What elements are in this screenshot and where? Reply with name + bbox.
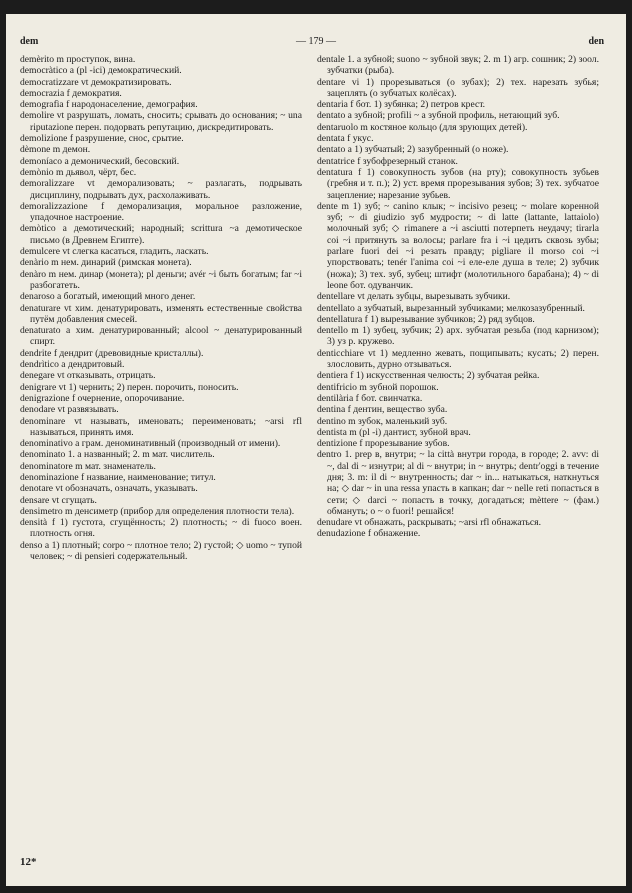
dictionary-entry: demolire vt разрушать, ломать, сносить; срывать до основания; ~ una riputazione перен. подорвать репутацию, дискредитировать. bbox=[20, 110, 302, 133]
dictionary-page bbox=[6, 14, 626, 886]
dictionary-entry: denigrazione f очернение, опорочивание. bbox=[20, 392, 185, 404]
dictionary-entry: dentato a зубной; profili ~ a зубной профиль, нетающий зуб. bbox=[317, 110, 560, 122]
dictionary-entry: democrazia f демократия. bbox=[20, 87, 122, 99]
dictionary-entry: dentilària f бот. свинчатка. bbox=[317, 392, 423, 404]
dictionary-entry: dentaruolo m костяное кольцо (для зрующих детей). bbox=[317, 121, 528, 133]
dictionary-entry: denodare vt развязывать. bbox=[20, 404, 119, 416]
dictionary-entry: denominatore m мат. знаменатель. bbox=[20, 460, 156, 472]
right-running-headword: den bbox=[588, 36, 604, 47]
dictionary-entry: demèrito m проступок, вина. bbox=[20, 54, 136, 65]
dictionary-entry: demografìa f народонаселение, демография. bbox=[20, 99, 198, 111]
dictionary-entry: dentiera f 1) искусственная челюсть; 2) зубчатая рейка. bbox=[317, 370, 540, 382]
dictionary-entry: democratizzare vt демократизировать. bbox=[20, 76, 172, 88]
dictionary-entry: dentato a 1) зубчатый; 2) зазубренный (о ноже). bbox=[317, 144, 509, 156]
dictionary-entry: demònio m дьявол, чёрт, бес. bbox=[20, 166, 137, 178]
dictionary-entry: dentina f дентин, вещество зуба. bbox=[317, 404, 448, 416]
left-column bbox=[20, 54, 302, 562]
dictionary-entry: denegare vt отказывать, отрицать. bbox=[20, 370, 156, 382]
dictionary-entry: democràtico a (pl -ici) демократический. bbox=[20, 65, 182, 77]
dictionary-entry: dendrìtico a дендритовый. bbox=[20, 359, 125, 371]
dictionary-entry: denticchiare vt 1) медленно жевать, пощипывать; кусать; 2) перен. злословить, дурно отзываться. bbox=[317, 347, 599, 371]
dictionary-entry: dendrite f дендрит (древовидные кристаллы). bbox=[20, 347, 204, 359]
dictionary-entry: denso a 1) плотный; corpo ~ плотное тело; 2) густой; ◇ uomo ~ тупой человек; ~ di pensieri содержательный. bbox=[20, 539, 302, 563]
dictionary-entry: denàrio m нем. динарий (римская монета). bbox=[20, 257, 192, 269]
dictionary-entry: denominare vt называть, именовать; переименовать; ~arsi rfl называться, принять имя. bbox=[20, 415, 302, 438]
dictionary-entry: densità f 1) густота, сгущённость; 2) плотность; ~ di fuoco воен. плотность огня. bbox=[20, 517, 302, 540]
dictionary-entry: denominato 1. a названный; 2. m мат. числитель. bbox=[20, 449, 215, 461]
dictionary-entry: denaturato a хим. денатурированный; alcool ~ денатурированный спирт. bbox=[20, 325, 302, 348]
page-header bbox=[6, 36, 626, 50]
dictionary-entry: dentino m зубок, маленький зуб. bbox=[317, 415, 448, 427]
dictionary-entry: demoníaco a демонический, бесовский. bbox=[20, 155, 180, 167]
dictionary-entry: densimetro m денсиметр (прибор для определения плотности тела). bbox=[20, 505, 295, 517]
right-column bbox=[317, 54, 599, 540]
dictionary-entry: dentaria f бот. 1) зубянка; 2) петров крест. bbox=[317, 99, 486, 111]
dictionary-entry: dentellato a зубчатый, вырезанный зубчиками; мелкозазубренный. bbox=[317, 302, 585, 314]
dictionary-entry: dentista m (pl -i) дантист, зубной врач. bbox=[317, 426, 471, 438]
dictionary-entry: dentellatura f 1) вырезывание зубчиков; 2) ряд зубцов. bbox=[317, 313, 535, 325]
dictionary-entry: denaroso a богатый, имеющий много денег. bbox=[20, 291, 196, 303]
dictionary-entry: dentizione f прорезывание зубов. bbox=[317, 438, 450, 450]
dictionary-entry: dentare vi 1) прорезываться (о зубах); 2) тех. нарезать зубья; зацеплять (о зубчатых колёсах). bbox=[317, 76, 599, 99]
dictionary-entry: denigrare vt 1) чернить; 2) перен. порочить, поносить. bbox=[20, 381, 239, 393]
dictionary-entry: denudare vt обнажать, раскрывать; ~arsi rfl обнажаться. bbox=[317, 517, 541, 529]
dictionary-entry: dentifricio m зубной порошок. bbox=[317, 381, 439, 393]
dictionary-entry: demulcere vt слегка касаться, гладить, ласкать. bbox=[20, 246, 209, 258]
dictionary-entry: dentro 1. prep в, внутри; ~ la città внутри города, в городе; 2. avv: di ~, dal di ~ изнутри; al di ~ внутри; in ~ внутрь; dentr'oggi в течение дня; 3. m: il di ~ внутренность; dar ~ in... натыкаться, наткнуться на; ◇ dar ~ in una ressa упасть в капкан; dar ~ nelle reti попасться в сети; ◇ darci ~ попасть в точку, догадаться; mèttere ~ (фам.) обмануть; o ~ o fuori! решайся! bbox=[317, 449, 599, 517]
dictionary-entry: denudazione f обнажение. bbox=[317, 528, 421, 540]
dictionary-entry: densare vt сгущать. bbox=[20, 494, 97, 506]
dictionary-entry: dentata f укус. bbox=[317, 133, 374, 145]
dictionary-entry: dentatrice f зубофрезерный станок. bbox=[317, 155, 458, 167]
dictionary-entry: dentale 1. a зубной; suono ~ зубной звук; 2. m 1) агр. сошник; 2) зоол. зубчатки (рыба). bbox=[317, 54, 599, 77]
dictionary-entry: denotare vt обозначать, означать, указывать. bbox=[20, 483, 198, 495]
dictionary-entry: demolizione f разрушение, снос, срытие. bbox=[20, 133, 184, 145]
dictionary-entry: dente m 1) зуб; ~ canino клык; ~ incisivo резец; ~ molare коренной зуб; ~ di giudizio зуб мудрости; ~ di latte (lattante, lattaiolo) молочный зуб; ◇ rimanere a ~i asciutti потерпеть неудачу; tirarla coi ~i притянуть за волосы; parlare fra i ~i цедить сквозь зубы; parlare fuori dei ~i резать правду; pigliare il morso coi ~i упорствовать; tenér l'anima coi ~i еле-еле душа в теле; 2) зубчик (ножа); 3) тех. зуб, зубец; штифт (молотильного барабана); 4) ~ di leone бот. одуванчик. bbox=[317, 200, 599, 291]
dictionary-entry: dentellare vt делать зубцы, вырезывать зубчики. bbox=[317, 291, 511, 303]
dictionary-entry: demoralizzare vt деморализовать; ~ разлагать, подрывать дисциплину, подрывать дух, расхолаживать. bbox=[20, 178, 302, 201]
signature-mark: 12* bbox=[20, 856, 37, 868]
dictionary-entry: denominazione f название, наименование; титул. bbox=[20, 471, 216, 483]
dictionary-entry: denaturare vt хим. денатурировать, изменять естественные свойства путём добавления смесей. bbox=[20, 302, 302, 325]
dictionary-entry: dèmone m демон. bbox=[20, 144, 91, 156]
dictionary-entry: dentello m 1) зубец, зубчик; 2) арх. зубчатая резьба (под карнизом); 3) уз р. кружево. bbox=[317, 325, 599, 348]
dictionary-entry: dentatura f 1) совокупность зубов (на рту); совокупность зубьев (гребня и т. п.); 2) уст. время прорезывания зубов; 3) тех. зубчатое зацепление; нарезание зубьев. bbox=[317, 166, 599, 201]
dictionary-entry: demòtico a демотический; народный; scrittura ~a демотическое письмо (в Древнем Египте). bbox=[20, 223, 302, 246]
dictionary-entry: denàro m нем. динар (монета); pl деньги; avér ~i быть богатым; far ~i разбогатеть. bbox=[20, 268, 302, 291]
left-running-headword: dem bbox=[20, 36, 39, 47]
dictionary-entry: denominativo a грам. деноминативный (производный от имени). bbox=[20, 438, 281, 450]
dictionary-entry: demoralizzazione f деморализация, моральное разложение, упадочное настроение. bbox=[20, 200, 302, 224]
page-number: — 179 — bbox=[296, 36, 336, 47]
